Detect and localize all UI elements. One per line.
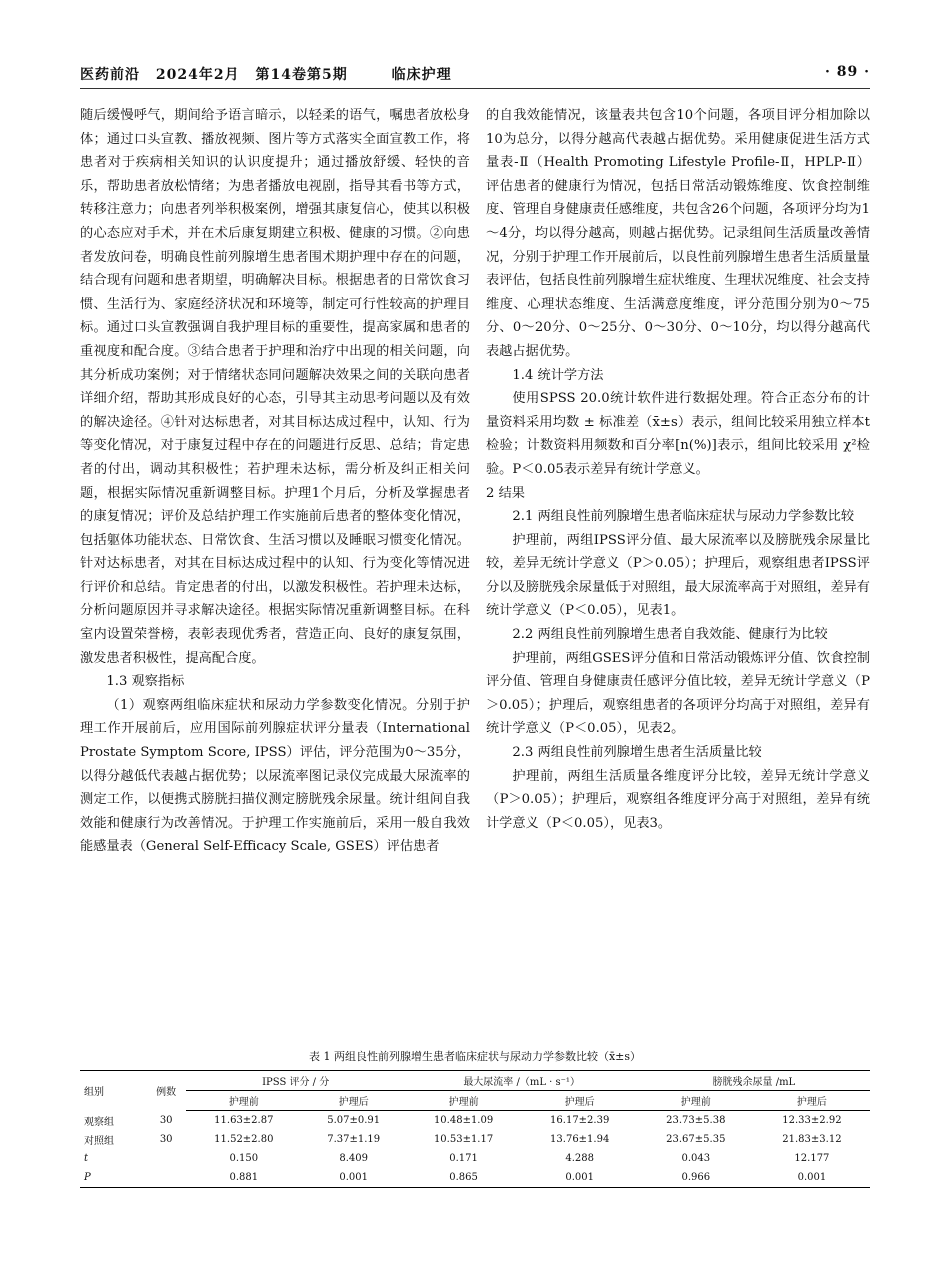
row-label: 对照组: [84, 1136, 114, 1147]
header-left: [80, 64, 462, 86]
subheader-cell: 护理后: [754, 1091, 870, 1111]
paragraph: 2.3 两组良性前列腺增生患者生活质量比较: [512, 745, 762, 761]
header-flow: 最大尿流率 /（mL · s⁻¹）: [406, 1071, 638, 1091]
table-cell: 0.171: [449, 1153, 478, 1164]
subheader-cell: 护理后: [522, 1091, 638, 1111]
table-cell: 23.73±5.38: [666, 1115, 726, 1126]
subheader-cell: 护理前: [186, 1091, 302, 1111]
row-label: 观察组: [84, 1116, 114, 1128]
table-cell: 5.07±0.91: [327, 1115, 381, 1126]
table-cell: 0.001: [522, 1168, 638, 1188]
table-row: [80, 1111, 870, 1131]
paragraph: （1）观察两组临床症状和尿动力学参数变化情况。分别于护理工作开展前后，应用国际前列腺症状评分量表（International Prostate Symptom Score, IPSS）评估，评分范围为0～35分，以得分越低代表越占据优势；以尿流率图记录仪完成最大尿流率的测定工作，以便携式膀胱扫描仪测定膀胱残余尿量。统计组间自我效能和健康行为改善情况。于护理工作实施前后，采用一般自我效能感量表（General Self-Efficacy Scale, GSES）评估患者: [80, 697, 470, 855]
table-cell: 0.966: [638, 1168, 754, 1188]
row-label: t: [84, 1153, 89, 1164]
table-cell: 0.865: [406, 1168, 522, 1188]
table-cell: 7.37±1.19: [327, 1134, 381, 1145]
subheader-cell: 护理后: [302, 1091, 406, 1111]
table-cell: 12.177: [794, 1153, 830, 1164]
right-column: [486, 104, 870, 835]
paragraph: 使用SPSS 20.0统计软件进行数据处理。符合正态分布的计量资料采用均数 ± 标准差（x̄±s）表示，组间比较采用独立样本t检验；计数资料用频数和百分率[n(%)]表示，组间比较采用 χ²检验。P＜0.05表示差异有统计学意义。: [486, 391, 870, 477]
row-label: P: [80, 1168, 147, 1188]
paragraph: 1.3 观察指标: [106, 674, 185, 690]
table-row: [80, 1168, 870, 1188]
paragraph: 的自我效能情况，该量表共包含10个问题，各项目评分相加除以10为总分，以得分越高代表越占据优势。采用健康促进生活方式量表-Ⅱ（Health Promoting Lifestyle Profile-Ⅱ，HPLP-Ⅱ）评估患者的健康行为情况，包括日常活动锻炼维度、饮食控制维度、管理自身健康责任感维度，共包含26个问题，各项评分均为1～4分，均以得分越高，则越占据优势。记录组间生活质量改善情况，分别于护理工作开展前后，以良性前列腺增生患者生活质量量表评估，包括良性前列腺增生症状维度、生理状况维度、社会支持维度、心理状态维度、生活满意度维度，评分范围分别为0～75分、0～20分、0～25分、0～30分、0～10分，均以得分越高代表越占据优势。: [486, 108, 870, 359]
header-ipss: IPSS 评分 / 分: [186, 1071, 406, 1091]
header-rule: [80, 88, 870, 89]
table-header-row: [80, 1071, 870, 1091]
table-cell: 11.52±2.80: [214, 1134, 274, 1145]
table-cell: 12.33±2.92: [782, 1115, 842, 1126]
table-cell: 23.67±5.35: [666, 1134, 726, 1145]
paragraph: 护理前，两组IPSS评分值、最大尿流率以及膀胱残余尿量比较，差异无统计学意义（P＞0.05）；护理后，观察组患者IPSS评分以及膀胱残余尿量低于对照组，最大尿流率高于对照组，差异有统计学意义（P＜0.05），见表1。: [486, 532, 870, 619]
table-cell: 0.001: [302, 1168, 406, 1188]
table-cell: 8.409: [339, 1153, 369, 1164]
table-cell: 0.043: [681, 1153, 711, 1164]
table-cell: 4.288: [565, 1153, 595, 1164]
table-row: [80, 1130, 870, 1149]
left-column: [80, 104, 470, 859]
table-cell: 10.48±1.09: [433, 1115, 494, 1126]
table-subheader-row: [80, 1091, 870, 1111]
header-residual: 膀胱残余尿量 /mL: [638, 1071, 870, 1091]
paragraph: 2.1 两组良性前列腺增生患者临床症状与尿动力学参数比较: [512, 509, 855, 525]
section-name: 临床护理: [391, 67, 452, 83]
page-header: [80, 64, 870, 86]
table-cell: 13.76±1.94: [550, 1134, 610, 1145]
table-cell: 0.881: [186, 1168, 302, 1188]
row-n: [147, 1149, 186, 1168]
table-caption: 表 1 两组良性前列腺增生患者临床症状与尿动力学参数比较（x̄±s）: [308, 1050, 642, 1063]
header-n: 例数: [147, 1071, 186, 1111]
data-table: [80, 1070, 870, 1188]
page-number: · 89 ·: [825, 64, 870, 80]
row-n: 30: [159, 1114, 173, 1126]
paragraph: 1.4 统计学方法: [512, 367, 604, 383]
header-group: 组别: [80, 1071, 147, 1111]
table-cell: 11.63±2.87: [214, 1115, 274, 1126]
paragraph: 随后缓慢呼气，期间给予语言暗示，以轻柔的语气，嘱患者放松身体；通过口头宣教、播放视频、图片等方式落实全面宣教工作，将患者对于疾病相关知识的认识度提升；通过播放舒缓、轻快的音乐，帮助患者放松情绪；为患者播放电视剧，指导其看书等方式，转移注意力；向患者列举积极案例，增强其康复信心，使其以积极的心态应对手术，并在术后康复期建立积极、健康的习惯。②向患者发放问卷，明确良性前列腺增生患者围术期护理中存在的问题，结合现有问题和患者期望，明确解决目标。根据患者的日常饮食习惯、生活行为、家庭经济状况和环境等，制定可行性较高的护理目标。通过口头宣教强调自我护理目标的重要性，提高家属和患者的重视度和配合度。③结合患者于护理和治疗中出现的相关问题，向其分析成功案例；对于情绪状态同问题解决效果之间的关联向患者详细介绍，帮助其形成良好的心态，引导其主动思考问题以及有效的解决途径。④针对达标患者，对其目标达成过程中，认知、行为等变化情况，对于康复过程中存在的问题进行反思、总结；肯定患者的付出，调动其积极性；若护理未达标，需分析及纠正相关问题，根据实际情况重新调整目标。护理1个月后，分析及掌握患者的康复情况；评价及总结护理工作实施前后患者的整体变化情况，包括躯体功能状态、日常饮食、生活习惯以及睡眠习惯变化情况。针对达标患者，对其在目标达成过程中的认知、行为变化等情况进行评价和总结。肯定患者的付出，以激发积极性。若护理未达标，分析问题原因并寻求解决途径。根据实际情况重新调整目标。在科室内设置荣誉榜，表彰表现优秀者，营造正向、良好的康复氛围，激发患者积极性，提高配合度。: [80, 108, 470, 666]
issue-volume: 第14卷第5期: [255, 67, 348, 83]
table-cell: 21.83±3.12: [782, 1134, 842, 1145]
row-n: [147, 1168, 186, 1188]
issue-date: 2024年2月: [155, 67, 240, 83]
subheader-cell: 护理前: [406, 1091, 522, 1111]
paragraph: 2 结果: [486, 485, 525, 501]
table-cell: 16.17±2.39: [550, 1115, 610, 1126]
journal-name: 医药前沿: [80, 67, 140, 83]
row-n: 30: [159, 1134, 173, 1145]
paragraph: 护理前，两组生活质量各维度评分比较，差异无统计学意义（P＞0.05）；护理后，观察组各维度评分高于对照组，差异有统计学意义（P＜0.05），见表3。: [486, 768, 870, 831]
subheader-cell: 护理前: [638, 1091, 754, 1111]
paragraph: 2.2 两组良性前列腺增生患者自我效能、健康行为比较: [512, 627, 828, 643]
table-cell: 10.53±1.17: [433, 1134, 494, 1145]
table-cell: 0.150: [229, 1153, 259, 1164]
paragraph: 护理前，两组GSES评分值和日常活动锻炼评分值、饮食控制评分值、管理自身健康责任感评分值比较，差异无统计学意义（P＞0.05）；护理后，观察组患者的各项评分均高于对照组，差异有统计学意义（P＜0.05），见表2。: [486, 650, 870, 737]
table-cell: 0.001: [754, 1168, 870, 1188]
table-row: [80, 1149, 870, 1168]
